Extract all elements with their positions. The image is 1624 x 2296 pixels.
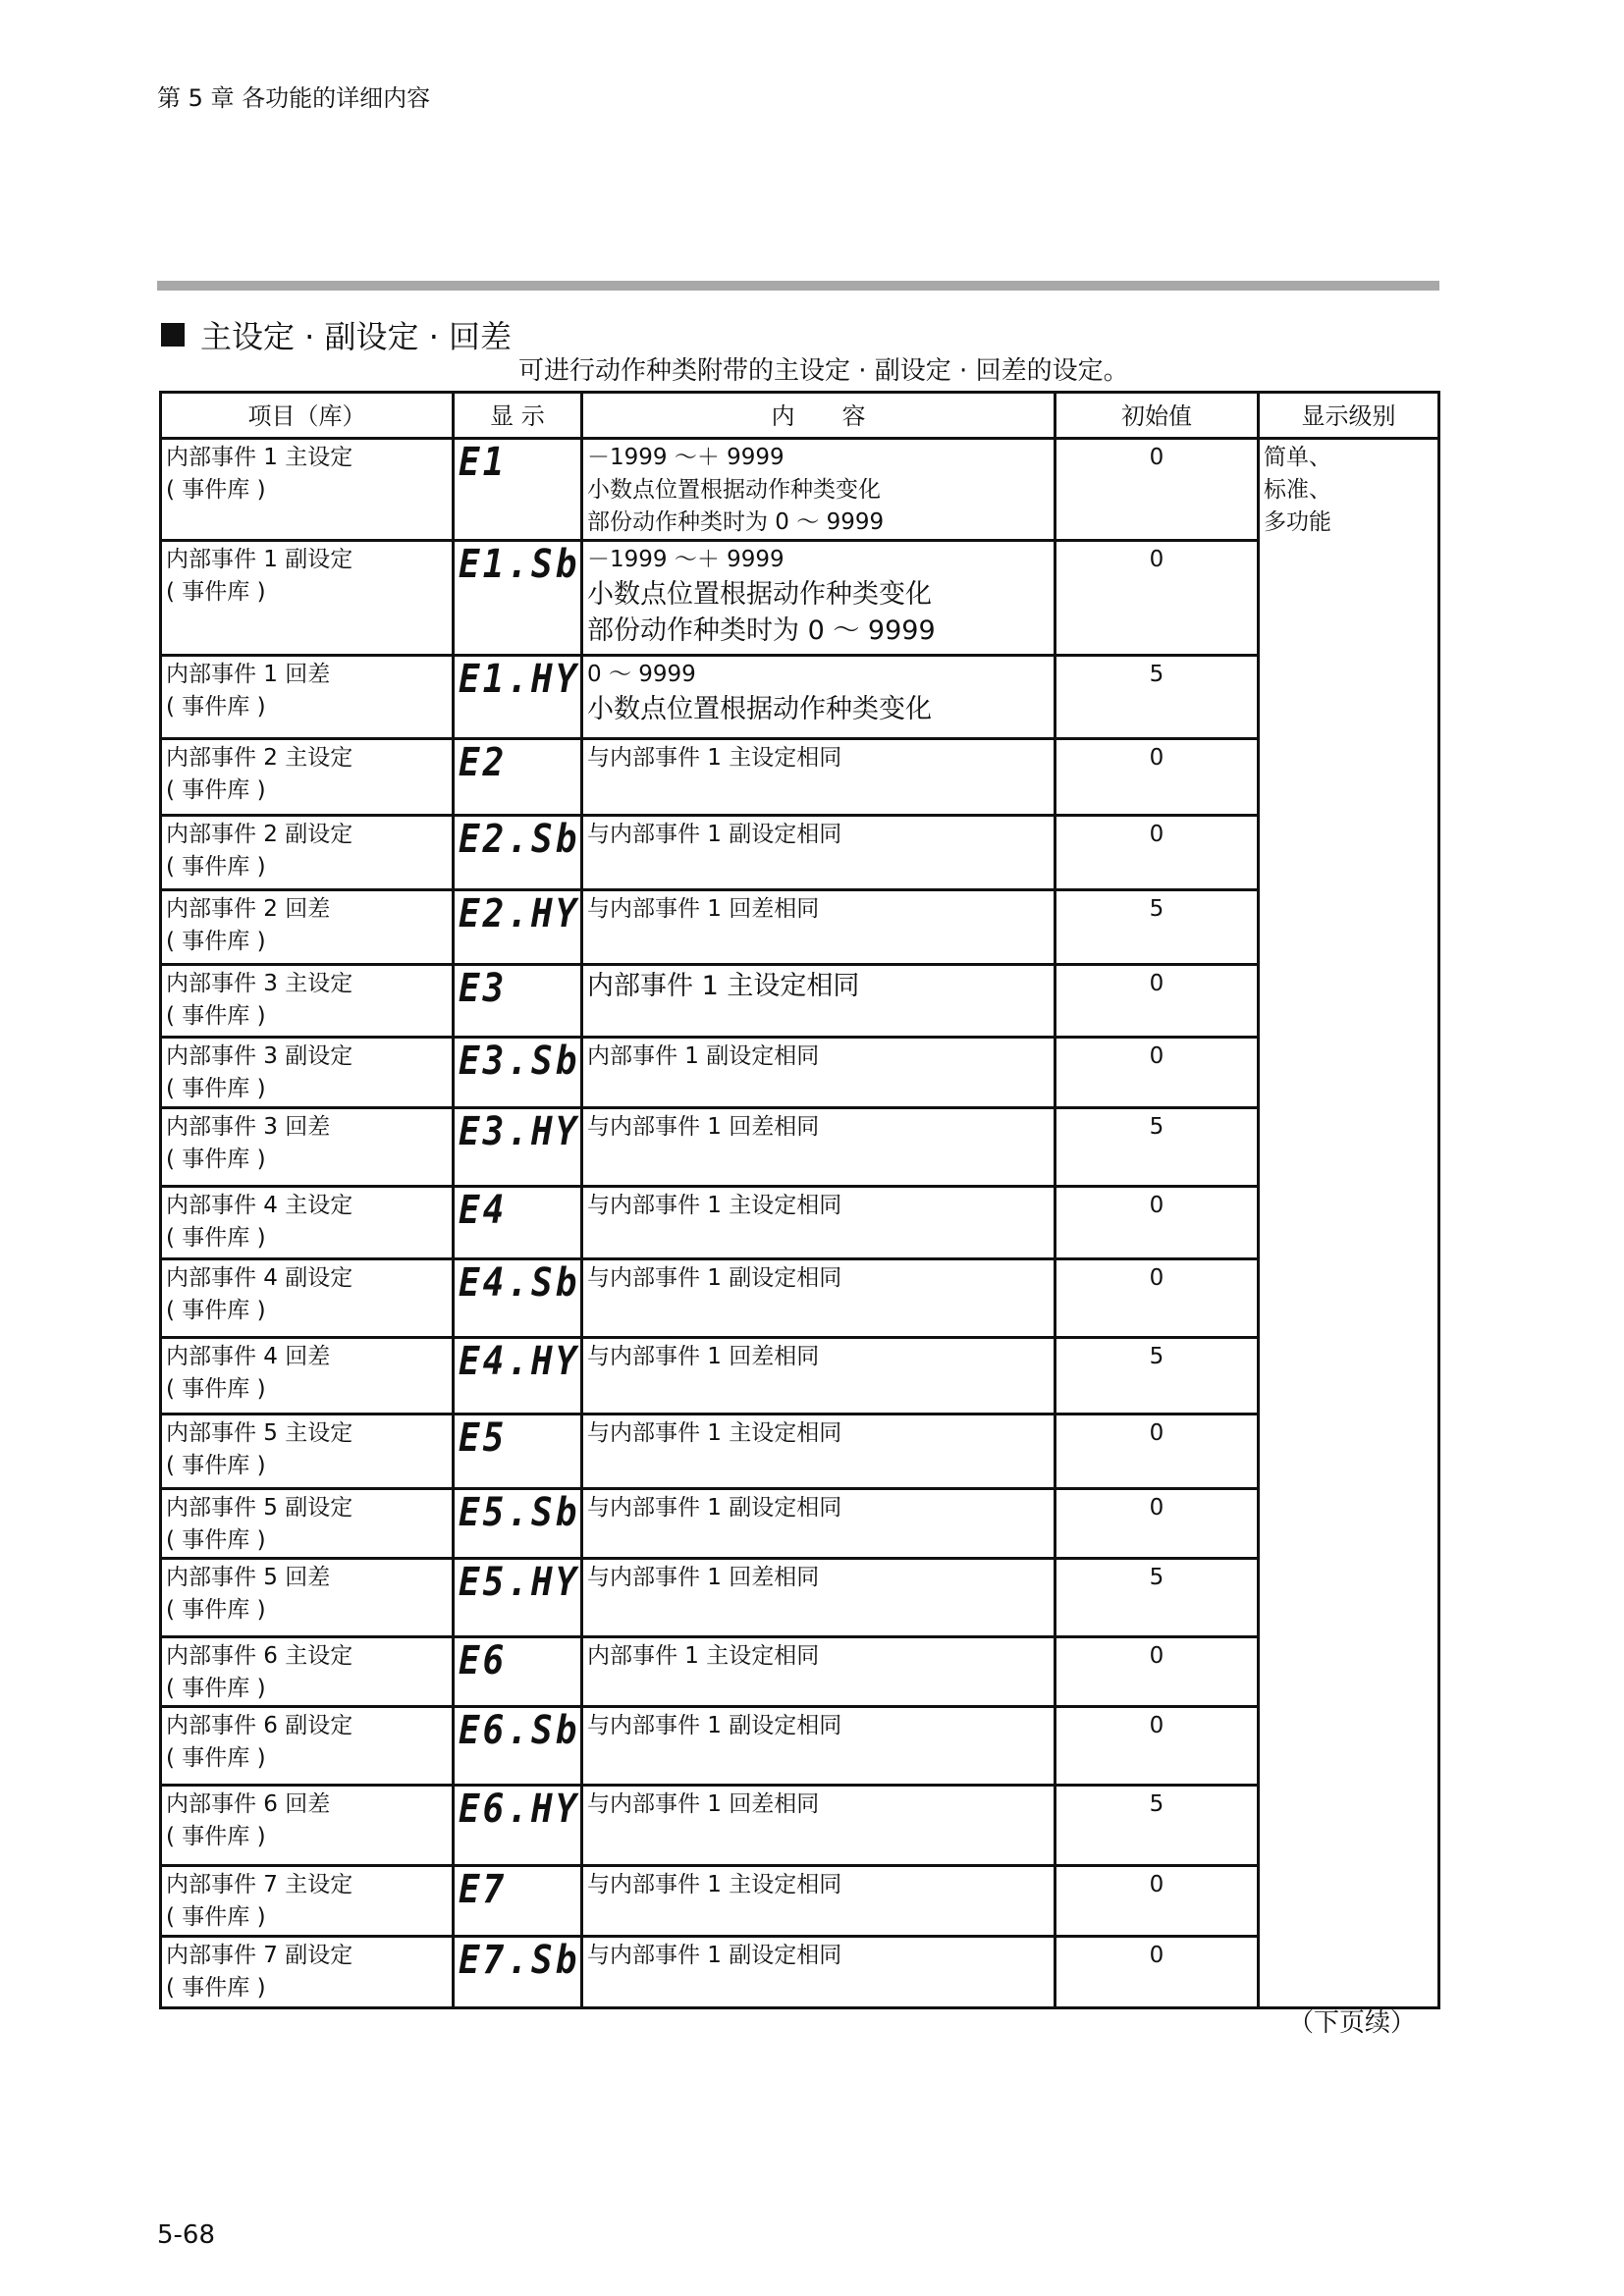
initial-value-cell: 0 <box>1056 1038 1259 1108</box>
content-line: 与内部事件 1 副设定相同 <box>587 1265 842 1291</box>
segment-display-code: E5.HY <box>459 1560 580 1605</box>
content-line: 与内部事件 1 回差相同 <box>587 1114 820 1140</box>
column-header-content: 内 容 <box>582 393 1056 439</box>
display-cell <box>454 1187 582 1259</box>
content-line: 部份动作种类时为 0 ～ 9999 <box>587 509 885 535</box>
content-cell <box>582 1707 1056 1786</box>
segment-display-code: E3.HY <box>459 1109 580 1154</box>
section-title-text: 主设定 · 副设定 · 回差 <box>200 318 513 355</box>
display-cell <box>454 816 582 890</box>
table-row <box>161 1038 1439 1108</box>
item-bank: ( 事件库 ) <box>166 1453 266 1478</box>
item-name: 内部事件 2 主设定 <box>166 745 353 771</box>
segment-display-code: E1 <box>459 440 508 485</box>
item-name: 内部事件 3 副设定 <box>166 1043 353 1069</box>
initial-value-cell: 0 <box>1056 1415 1259 1489</box>
table-row <box>161 1108 1439 1187</box>
item-cell <box>161 439 454 541</box>
content-line: －1999 ～＋ 9999 <box>587 547 785 572</box>
item-bank: ( 事件库 ) <box>166 1904 266 1930</box>
item-name: 内部事件 5 副设定 <box>166 1495 353 1521</box>
table-header-row <box>161 393 1439 439</box>
item-bank: ( 事件库 ) <box>166 777 266 803</box>
content-cell <box>582 739 1056 816</box>
item-bank: ( 事件库 ) <box>166 1975 266 2001</box>
content-line: 与内部事件 1 副设定相同 <box>587 1495 842 1521</box>
content-line: 部份动作种类时为 0 ～ 9999 <box>587 615 936 646</box>
item-name: 内部事件 6 副设定 <box>166 1713 353 1738</box>
item-cell <box>161 1259 454 1338</box>
initial-value-cell: 0 <box>1056 541 1259 656</box>
display-cell <box>454 1559 582 1637</box>
table-row <box>161 1559 1439 1637</box>
display-cell <box>454 1038 582 1108</box>
initial-value-cell: 0 <box>1056 1259 1259 1338</box>
item-bank: ( 事件库 ) <box>166 1076 266 1101</box>
table-row <box>161 656 1439 739</box>
item-name: 内部事件 6 主设定 <box>166 1643 353 1669</box>
item-bank: ( 事件库 ) <box>166 579 266 605</box>
content-line: 与内部事件 1 主设定相同 <box>587 745 842 771</box>
item-bank: ( 事件库 ) <box>166 477 266 503</box>
content-cell <box>582 1415 1056 1489</box>
display-cell <box>454 439 582 541</box>
content-line: 与内部事件 1 回差相同 <box>587 1565 820 1590</box>
item-cell <box>161 1415 454 1489</box>
item-bank: ( 事件库 ) <box>166 694 266 720</box>
table-row <box>161 1937 1439 2008</box>
initial-value-cell: 0 <box>1056 439 1259 541</box>
page-number: 5-68 <box>157 2220 216 2250</box>
table-row <box>161 1786 1439 1866</box>
table-row <box>161 1259 1439 1338</box>
segment-display-code: E2.HY <box>459 891 580 936</box>
item-bank: ( 事件库 ) <box>166 1147 266 1172</box>
display-cell <box>454 1937 582 2008</box>
item-cell <box>161 816 454 890</box>
initial-value-cell: 5 <box>1056 890 1259 965</box>
item-name: 内部事件 4 副设定 <box>166 1265 353 1291</box>
display-cell <box>454 656 582 739</box>
item-cell <box>161 1338 454 1415</box>
table-body <box>161 439 1439 2008</box>
content-line: 小数点位置根据动作种类变化 <box>587 694 932 724</box>
item-name: 内部事件 4 主设定 <box>166 1193 353 1218</box>
item-name: 内部事件 1 副设定 <box>166 547 353 572</box>
initial-value-cell: 0 <box>1056 1937 1259 2008</box>
content-cell <box>582 1489 1056 1559</box>
item-cell <box>161 1038 454 1108</box>
initial-value-cell: 5 <box>1056 1108 1259 1187</box>
content-line: 小数点位置根据动作种类变化 <box>587 579 932 610</box>
column-header-item: 项目（库） <box>161 393 454 439</box>
item-name: 内部事件 2 副设定 <box>166 822 353 847</box>
content-line: 与内部事件 1 副设定相同 <box>587 1943 842 1968</box>
display-cell <box>454 541 582 656</box>
display-cell <box>454 739 582 816</box>
segment-display-code: E6.HY <box>459 1787 580 1832</box>
initial-value-cell: 0 <box>1056 739 1259 816</box>
initial-value-cell: 5 <box>1056 656 1259 739</box>
content-cell <box>582 816 1056 890</box>
initial-value-cell: 0 <box>1056 1637 1259 1707</box>
item-cell <box>161 1637 454 1707</box>
item-name: 内部事件 3 回差 <box>166 1114 331 1140</box>
segment-display-code: E2 <box>459 740 508 785</box>
segment-display-code: E1.Sb <box>459 542 580 587</box>
column-header-display: 显 示 <box>454 393 582 439</box>
content-line: 与内部事件 1 回差相同 <box>587 896 820 922</box>
content-cell <box>582 1937 1056 2008</box>
content-cell <box>582 1786 1056 1866</box>
section-divider <box>157 281 1439 291</box>
content-line: 内部事件 1 主设定相同 <box>587 1643 820 1669</box>
display-cell <box>454 1338 582 1415</box>
display-cell <box>454 1489 582 1559</box>
table-row <box>161 739 1439 816</box>
table-row <box>161 1707 1439 1786</box>
table-row <box>161 816 1439 890</box>
display-level-cell <box>1259 439 1439 2008</box>
item-cell <box>161 739 454 816</box>
item-name: 内部事件 6 回差 <box>166 1791 331 1817</box>
content-line: 与内部事件 1 副设定相同 <box>587 822 842 847</box>
initial-value-cell: 0 <box>1056 965 1259 1038</box>
content-cell <box>582 1866 1056 1937</box>
segment-display-code: E7 <box>459 1867 508 1912</box>
display-cell <box>454 890 582 965</box>
table-row <box>161 1187 1439 1259</box>
item-bank: ( 事件库 ) <box>166 1376 266 1402</box>
segment-display-code: E2.Sb <box>459 817 580 862</box>
display-level-line: 多功能 <box>1264 509 1331 535</box>
item-name: 内部事件 5 主设定 <box>166 1420 353 1446</box>
section-intro: 可进行动作种类附带的主设定 · 副设定 · 回差的设定。 <box>518 356 1129 386</box>
item-bank: ( 事件库 ) <box>166 1745 266 1771</box>
item-cell <box>161 890 454 965</box>
display-level-line: 标准、 <box>1264 477 1331 503</box>
content-cell <box>582 965 1056 1038</box>
content-line: 与内部事件 1 主设定相同 <box>587 1872 842 1897</box>
initial-value-cell: 0 <box>1056 1187 1259 1259</box>
content-line: 与内部事件 1 主设定相同 <box>587 1193 842 1218</box>
content-cell <box>582 1108 1056 1187</box>
item-name: 内部事件 7 主设定 <box>166 1872 353 1897</box>
content-line: 与内部事件 1 回差相同 <box>587 1344 820 1369</box>
table-row <box>161 439 1439 541</box>
display-cell <box>454 965 582 1038</box>
item-name: 内部事件 2 回差 <box>166 896 331 922</box>
display-cell <box>454 1108 582 1187</box>
item-name: 内部事件 7 副设定 <box>166 1943 353 1968</box>
initial-value-cell: 0 <box>1056 816 1259 890</box>
item-name: 内部事件 3 主设定 <box>166 971 353 996</box>
column-header-initial: 初始值 <box>1056 393 1259 439</box>
table-row <box>161 1637 1439 1707</box>
segment-display-code: E4 <box>459 1188 508 1233</box>
segment-display-code: E5 <box>459 1415 508 1461</box>
item-bank: ( 事件库 ) <box>166 1003 266 1029</box>
display-level-line: 简单、 <box>1264 445 1331 470</box>
item-bank: ( 事件库 ) <box>166 854 266 880</box>
content-line: 内部事件 1 主设定相同 <box>587 971 860 1001</box>
item-cell <box>161 1489 454 1559</box>
content-cell <box>582 890 1056 965</box>
item-bank: ( 事件库 ) <box>166 1298 266 1323</box>
initial-value-cell: 0 <box>1056 1489 1259 1559</box>
initial-value-cell: 5 <box>1056 1338 1259 1415</box>
content-line: 与内部事件 1 主设定相同 <box>587 1420 842 1446</box>
segment-display-code: E3 <box>459 966 508 1011</box>
display-cell <box>454 1786 582 1866</box>
segment-display-code: E4.HY <box>459 1339 580 1384</box>
content-cell <box>582 1038 1056 1108</box>
table-row <box>161 1338 1439 1415</box>
initial-value-cell: 5 <box>1056 1559 1259 1637</box>
content-cell <box>582 1187 1056 1259</box>
content-line: －1999 ～＋ 9999 <box>587 445 785 470</box>
content-cell <box>582 1338 1056 1415</box>
segment-display-code: E5.Sb <box>459 1490 580 1535</box>
initial-value-cell: 0 <box>1056 1866 1259 1937</box>
content-line: 0 ～ 9999 <box>587 662 696 687</box>
segment-display-code: E6.Sb <box>459 1708 580 1753</box>
table-row <box>161 541 1439 656</box>
item-cell <box>161 965 454 1038</box>
content-cell <box>582 1637 1056 1707</box>
segment-display-code: E1.HY <box>459 657 580 702</box>
display-cell <box>454 1637 582 1707</box>
segment-display-code: E7.Sb <box>459 1938 580 1983</box>
item-bank: ( 事件库 ) <box>166 1597 266 1623</box>
display-cell <box>454 1707 582 1786</box>
initial-value-cell: 0 <box>1056 1707 1259 1786</box>
display-cell <box>454 1866 582 1937</box>
item-cell <box>161 1866 454 1937</box>
display-cell <box>454 1259 582 1338</box>
content-line: 小数点位置根据动作种类变化 <box>587 477 881 503</box>
item-name: 内部事件 4 回差 <box>166 1344 331 1369</box>
item-bank: ( 事件库 ) <box>166 1527 266 1553</box>
segment-display-code: E6 <box>459 1638 508 1683</box>
content-cell <box>582 1559 1056 1637</box>
content-line: 与内部事件 1 副设定相同 <box>587 1713 842 1738</box>
black-square-icon <box>161 323 185 347</box>
table-row <box>161 890 1439 965</box>
content-cell <box>582 656 1056 739</box>
content-line: 内部事件 1 副设定相同 <box>587 1043 820 1069</box>
segment-display-code: E4.Sb <box>459 1260 580 1306</box>
item-bank: ( 事件库 ) <box>166 929 266 954</box>
parameter-table <box>159 391 1440 2009</box>
chapter-header: 第 5 章 各功能的详细内容 <box>157 84 431 112</box>
table-row <box>161 1866 1439 1937</box>
continued-note: （下页续） <box>1288 2008 1417 2038</box>
table-row <box>161 965 1439 1038</box>
item-cell <box>161 1559 454 1637</box>
item-name: 内部事件 1 回差 <box>166 662 331 687</box>
item-cell <box>161 1937 454 2008</box>
content-cell <box>582 439 1056 541</box>
table-row <box>161 1415 1439 1489</box>
item-name: 内部事件 1 主设定 <box>166 445 353 470</box>
item-bank: ( 事件库 ) <box>166 1824 266 1849</box>
column-header-level: 显示级别 <box>1259 393 1439 439</box>
segment-display-code: E3.Sb <box>459 1039 580 1084</box>
content-line: 与内部事件 1 回差相同 <box>587 1791 820 1817</box>
item-cell <box>161 1786 454 1866</box>
item-cell <box>161 541 454 656</box>
display-cell <box>454 1415 582 1489</box>
item-bank: ( 事件库 ) <box>166 1676 266 1701</box>
section-title <box>161 312 512 357</box>
content-cell <box>582 1259 1056 1338</box>
item-cell <box>161 656 454 739</box>
item-cell <box>161 1707 454 1786</box>
initial-value-cell: 5 <box>1056 1786 1259 1866</box>
content-cell <box>582 541 1056 656</box>
item-bank: ( 事件库 ) <box>166 1225 266 1251</box>
item-cell <box>161 1187 454 1259</box>
item-cell <box>161 1108 454 1187</box>
table-row <box>161 1489 1439 1559</box>
item-name: 内部事件 5 回差 <box>166 1565 331 1590</box>
